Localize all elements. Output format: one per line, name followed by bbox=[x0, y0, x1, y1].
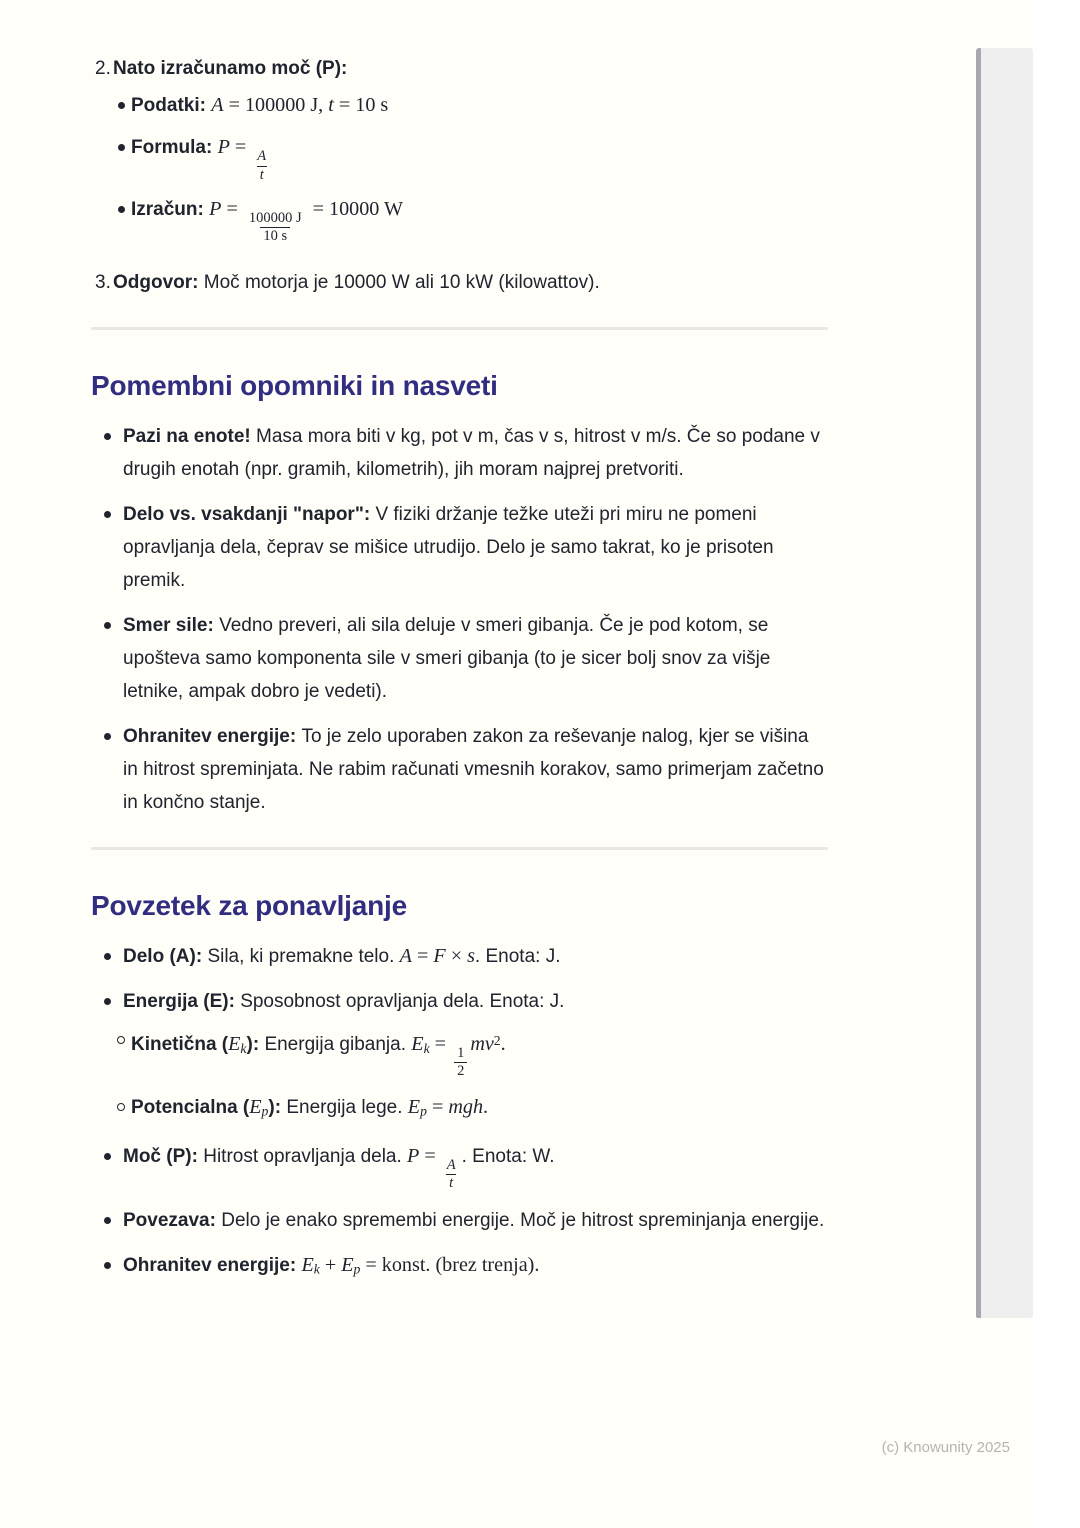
list-item-text bbox=[131, 1091, 828, 1128]
text-run: . bbox=[483, 1095, 489, 1118]
bullet-dot-icon bbox=[118, 144, 125, 151]
list-item-text bbox=[123, 1140, 828, 1193]
bullet-circle-icon bbox=[117, 1036, 125, 1044]
sub-list bbox=[91, 89, 828, 246]
text-run: Odgovor: bbox=[113, 271, 204, 293]
text-run: 100000 J bbox=[248, 210, 302, 226]
text-run: p bbox=[353, 1262, 361, 1278]
text-run: Izračun: bbox=[131, 198, 210, 220]
text-run: Pazi na enote! bbox=[123, 425, 257, 447]
bullet-dot-icon bbox=[104, 733, 111, 740]
text-run: = bbox=[429, 1032, 452, 1055]
list-item-text bbox=[123, 720, 828, 819]
text-run: . bbox=[500, 1032, 506, 1055]
list-item-text bbox=[123, 498, 828, 597]
fraction-numerator bbox=[246, 210, 305, 227]
sub-list-item bbox=[91, 193, 828, 246]
text-run: A bbox=[399, 944, 412, 967]
text-run: E bbox=[407, 1095, 421, 1118]
numbered-list-item bbox=[91, 52, 828, 246]
text-run: E bbox=[411, 1032, 424, 1055]
right-margin bbox=[1033, 0, 1080, 1528]
sub-list-item bbox=[91, 89, 828, 122]
text-run: = 10 s bbox=[333, 94, 389, 116]
page-content bbox=[91, 48, 828, 1298]
text-run: Moč (P): bbox=[123, 1145, 204, 1167]
text-run: ): bbox=[268, 1096, 287, 1118]
text-run: A bbox=[211, 94, 224, 116]
section-divider bbox=[91, 847, 828, 850]
text-run: Delo (A): bbox=[123, 945, 208, 967]
bullet-dot-icon bbox=[104, 1262, 111, 1269]
bullet-dot-icon bbox=[104, 1217, 111, 1224]
list-item-text bbox=[131, 1024, 828, 1081]
text-run: E bbox=[249, 1095, 262, 1118]
text-run: Sila, ki premakne telo. bbox=[207, 945, 400, 967]
text-run: P bbox=[209, 197, 222, 220]
list-item-text bbox=[123, 420, 828, 486]
sub-list bbox=[91, 1024, 828, 1128]
bullet-dot-icon bbox=[104, 953, 111, 960]
text-run: P bbox=[217, 136, 230, 158]
text-run: mgh bbox=[448, 1095, 484, 1118]
fraction-numerator bbox=[254, 148, 269, 165]
text-run: Kinetična ( bbox=[131, 1033, 229, 1055]
text-run: = 10000 W bbox=[307, 197, 404, 220]
fraction bbox=[454, 1045, 467, 1081]
bullet-dot-icon bbox=[104, 511, 111, 518]
text-run: Energija (E): bbox=[123, 990, 241, 1012]
text-run: E bbox=[228, 1032, 241, 1055]
list-item-text bbox=[113, 266, 828, 299]
text-run: = konst. (brez trenja). bbox=[360, 1254, 540, 1277]
text-run: k bbox=[423, 1040, 430, 1056]
sub-list-item bbox=[91, 1091, 828, 1128]
bullet-list-item bbox=[91, 420, 828, 486]
scrollbar-edge bbox=[976, 48, 981, 1318]
bullet-dot-icon bbox=[104, 998, 111, 1005]
text-run: Povezava: bbox=[123, 1210, 222, 1232]
list-item-text bbox=[123, 985, 828, 1018]
text-run: A bbox=[446, 1156, 456, 1173]
sub-list-item bbox=[91, 1024, 828, 1081]
bullet-list-item bbox=[91, 1249, 828, 1286]
bullet-list-item bbox=[91, 985, 828, 1128]
text-run: Delo je enako spremembi energije. Moč je hitrost spreminjanja energije. bbox=[221, 1210, 825, 1232]
list-item-text bbox=[131, 89, 828, 122]
text-run: . Enota: J. bbox=[474, 945, 561, 967]
text-run: Potencialna ( bbox=[131, 1096, 250, 1118]
scrollbar-track[interactable] bbox=[976, 48, 1033, 1318]
bullet-list-item bbox=[91, 609, 828, 708]
fraction-denominator bbox=[257, 166, 267, 184]
item-number: 2. bbox=[95, 58, 111, 79]
text-run: = 100000 J, bbox=[223, 94, 329, 116]
list-item-text bbox=[123, 609, 828, 708]
text-run: k bbox=[240, 1040, 247, 1056]
text-run: 2 bbox=[493, 1032, 501, 1048]
fraction bbox=[444, 1157, 459, 1193]
text-run: E bbox=[341, 1254, 354, 1277]
text-run: A bbox=[257, 148, 267, 165]
text-run: Sposobnost opravljanja dela. Enota: J. bbox=[240, 990, 565, 1012]
step-body bbox=[113, 266, 828, 299]
item-number: 3. bbox=[95, 271, 111, 293]
text-run: t bbox=[328, 94, 334, 116]
list-item-text bbox=[131, 131, 828, 184]
bullet-list-povzetek bbox=[91, 940, 828, 1286]
bullet-list-item bbox=[91, 1204, 828, 1237]
bullet-list-item bbox=[91, 1140, 828, 1193]
text-run: × bbox=[445, 944, 468, 967]
bullet-dot-icon bbox=[118, 206, 125, 213]
text-run: = bbox=[221, 197, 243, 220]
text-run: t bbox=[449, 1175, 454, 1192]
text-run: s bbox=[467, 944, 475, 967]
text-run: To je zelo uporaben zakon za reševanje nalog, kjer se višina in hitrost spreminjata. Ne rabim računati vmesnih korakov, samo primerjam začetno in končno stanje. bbox=[123, 725, 824, 813]
fraction-denominator bbox=[446, 1174, 456, 1192]
text-run: 2 bbox=[457, 1063, 465, 1080]
text-run: p bbox=[261, 1103, 269, 1119]
numbered-list bbox=[91, 52, 828, 299]
list-item-text bbox=[113, 52, 828, 85]
copyright-footer: (c) Knowunity 2025 bbox=[881, 1439, 1010, 1456]
section-heading-povzetek: Povzetek za ponavljanje bbox=[91, 889, 407, 921]
fraction-denominator bbox=[454, 1062, 467, 1080]
text-run: Energija lege. bbox=[286, 1096, 408, 1118]
bullet-dot-icon bbox=[104, 433, 111, 440]
section-povzetek bbox=[91, 887, 828, 1286]
text-run: = bbox=[426, 1095, 449, 1118]
text-run: Ohranitev energije: bbox=[123, 1255, 302, 1277]
bullet-list-item bbox=[91, 720, 828, 819]
text-run: 1 bbox=[457, 1045, 465, 1062]
text-run: = bbox=[411, 944, 434, 967]
text-run: . Enota: W. bbox=[461, 1145, 555, 1167]
text-run: p bbox=[420, 1103, 427, 1119]
section-opomniki bbox=[91, 367, 828, 819]
list-item-text bbox=[123, 940, 828, 973]
bullet-dot-icon bbox=[118, 102, 125, 109]
fraction bbox=[254, 148, 269, 184]
text-run: t bbox=[259, 166, 264, 183]
text-run: + bbox=[319, 1254, 342, 1277]
numbered-list-item bbox=[91, 266, 828, 299]
text-run: Nato izračunamo moč (P): bbox=[113, 58, 348, 79]
text-run: Moč motorja je 10000 W ali 10 kW (kilowattov). bbox=[203, 271, 600, 293]
text-run: Delo vs. vsakdanji "napor": bbox=[123, 503, 376, 525]
text-run: 10 s bbox=[263, 228, 288, 245]
text-run: ): bbox=[246, 1033, 265, 1055]
bullet-list-item bbox=[91, 940, 828, 973]
sub-list-item bbox=[91, 131, 828, 184]
bullet-circle-icon bbox=[117, 1103, 125, 1111]
text-run: Smer sile: bbox=[123, 614, 220, 636]
text-run: = bbox=[419, 1144, 441, 1167]
text-run: Hitrost opravljanja dela. bbox=[203, 1145, 408, 1167]
step-body bbox=[113, 52, 828, 246]
fraction-numerator bbox=[454, 1045, 467, 1062]
text-run: Masa mora biti v kg, pot v m, čas v s, hitrost v m/s. Če so podane v drugih enotah (npr. gramih, kilometrih), jih moram najprej pretvoriti. bbox=[123, 425, 820, 480]
list-item-text bbox=[123, 1204, 828, 1237]
fraction-numerator bbox=[444, 1157, 459, 1174]
fraction bbox=[246, 210, 305, 246]
bullet-list-opomniki bbox=[91, 420, 828, 819]
bullet-list-item bbox=[91, 498, 828, 597]
text-run: k bbox=[313, 1262, 320, 1278]
bullet-dot-icon bbox=[104, 1153, 111, 1160]
fraction-denominator bbox=[260, 227, 290, 245]
text-run: = bbox=[229, 136, 252, 158]
bullet-dot-icon bbox=[104, 622, 111, 629]
section-divider bbox=[91, 327, 828, 330]
text-run: Vedno preveri, ali sila deluje v smeri gibanja. Če je pod kotom, se upošteva samo komponenta sile v smeri gibanja (to je sicer bolj snov za višje letnike, ampak dobro je vedeti). bbox=[123, 614, 771, 702]
list-item-text bbox=[123, 1249, 828, 1286]
text-run: mv bbox=[470, 1032, 494, 1055]
list-item-text bbox=[131, 193, 828, 246]
text-run: F bbox=[433, 944, 446, 967]
text-run: Formula: bbox=[131, 137, 218, 158]
section-heading-opomniki: Pomembni opomniki in nasveti bbox=[91, 369, 498, 401]
text-run: Energija gibanja. bbox=[264, 1033, 412, 1055]
text-run: Ohranitev energije: bbox=[123, 725, 302, 747]
text-run: V fiziki držanje težke uteži pri miru ne pomeni opravljanja dela, čeprav se mišice utrudijo. Delo je samo takrat, ko je prisoten premik. bbox=[123, 503, 774, 591]
text-run: Podatki: bbox=[131, 95, 212, 116]
text-run: E bbox=[301, 1254, 314, 1277]
text-run: P bbox=[407, 1144, 420, 1167]
